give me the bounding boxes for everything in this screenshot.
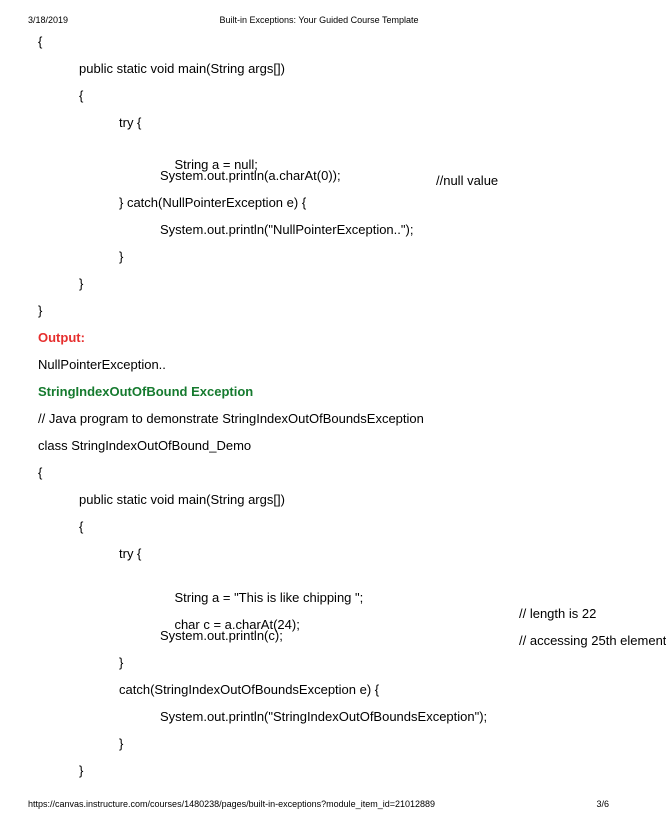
code-line: class StringIndexOutOfBound_Demo: [38, 438, 252, 453]
code-line: {: [38, 465, 43, 480]
print-header: [0, 15, 638, 27]
code-text: String a = "This is like chipping ";: [174, 590, 364, 605]
code-comment: // length is 22: [519, 606, 597, 621]
code-line: try {: [119, 546, 142, 561]
print-url: https://canvas.instructure.com/courses/1480238/pages/built-in-exceptions?module_item_id=21012889: [28, 799, 435, 809]
code-line: try {: [119, 115, 142, 130]
code-line: System.out.println(a.charAt(0));: [160, 168, 341, 183]
print-date: 3/18/2019: [28, 15, 69, 25]
code-line: }: [119, 249, 124, 264]
code-line: catch(StringIndexOutOfBoundsException e) {: [119, 682, 380, 697]
code-line: }: [38, 303, 43, 318]
code-line: }: [119, 736, 124, 751]
print-footer: [0, 799, 638, 811]
code-line: public static void main(String args[]): [79, 492, 285, 507]
code-text: String a = null;: [174, 157, 258, 172]
code-line: } catch(NullPointerException e) {: [119, 195, 307, 210]
code-line: {: [79, 88, 84, 103]
code-line: System.out.println("NullPointerException..");: [160, 222, 414, 237]
code-comment: //null value: [436, 173, 499, 188]
output-heading: Output:: [38, 330, 85, 345]
section-heading: StringIndexOutOfBound Exception: [38, 384, 254, 399]
code-line: }: [79, 763, 84, 778]
code-text: char c = a.charAt(24);: [174, 617, 300, 632]
code-line: }: [79, 276, 84, 291]
code-comment: // accessing 25th element: [519, 633, 666, 648]
print-page-title: Built-in Exceptions: Your Guided Course Template: [219, 15, 419, 25]
code-line: // Java program to demonstrate StringIndexOutOfBoundsException: [38, 411, 424, 426]
code-line: System.out.println(c);: [160, 628, 283, 643]
page-number: 3/6: [596, 799, 609, 809]
code-line: public static void main(String args[]): [79, 61, 285, 76]
code-line: {: [38, 34, 43, 49]
output-value: NullPointerException..: [38, 357, 166, 372]
code-line: }: [119, 655, 124, 670]
code-line: System.out.println("StringIndexOutOfBoundsException");: [160, 709, 488, 724]
code-line: {: [79, 519, 84, 534]
